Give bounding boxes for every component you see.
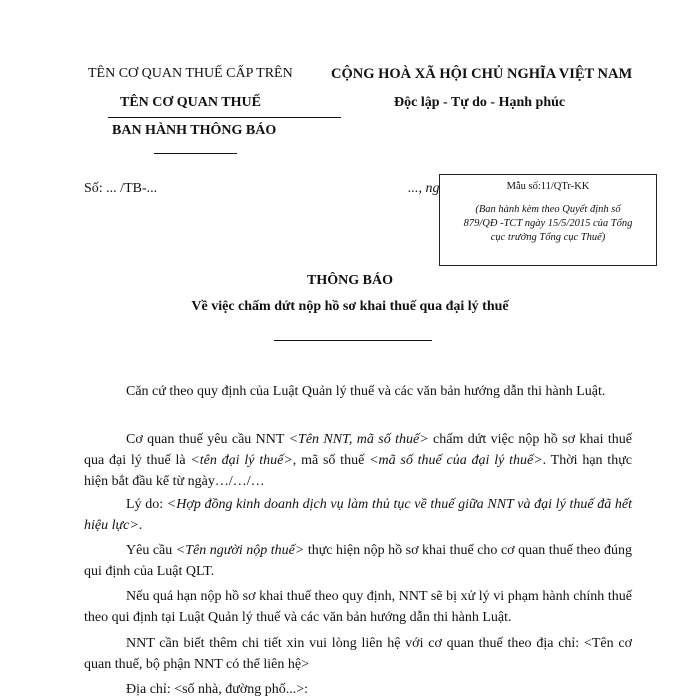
agent-name-placeholder: <tên đại lý thuế>: [190, 453, 293, 468]
reason-placeholder: <Hợp đồng kinh doanh dịch vụ làm thủ tục về thuế giữa NNT và đại lý thuế đã hết hiệu lực>: [84, 497, 632, 533]
p2-text-a: Cơ quan thuế yêu cầu NNT: [126, 432, 289, 447]
paragraph-penalty: Nếu quá hạn nộp hồ sơ khai thuế theo quy định, NNT sẽ bị xử lý vi phạm hành chính thuế theo qui định tại Luật Quản lý thuế và các văn bản hướng dẫn thi hành Luật.: [84, 589, 632, 625]
agency-underline: [108, 117, 341, 118]
form-code-box: [439, 174, 657, 266]
agency-name: TÊN CƠ QUAN THUẾ: [120, 95, 261, 110]
paragraph-reason: [84, 494, 632, 536]
form-code: Mẫu số:11/QTr-KK: [506, 181, 590, 192]
paragraph-requirement: [84, 540, 632, 582]
issuer-underline: [154, 153, 237, 154]
taxpayer-placeholder: <Tên NNT, mã số thuế>: [288, 432, 429, 447]
paragraph-legal-basis: Căn cứ theo quy định của Luật Quản lý thuế và các văn bản hướng dẫn thi hành Luật.: [126, 384, 606, 399]
agent-tax-code-placeholder: <mã số thuế của đại lý thuế>: [369, 453, 543, 468]
paragraph-request: [84, 429, 632, 492]
p4-text-c: thực hiện nộp hồ sơ khai thuế cho cơ quan thuế theo đúng qui định của Luật QLT.: [84, 543, 633, 579]
p3-text-a: Lý do:: [126, 497, 167, 512]
country-name: CỘNG HOÀ XÃ HỘI CHỦ NGHĨA VIỆT NAM: [331, 66, 633, 82]
document-number: Số: ... /TB-...: [84, 181, 158, 196]
document-title: THÔNG BÁO: [307, 273, 393, 288]
national-motto: Độc lập - Tự do - Hạnh phúc: [394, 95, 566, 110]
form-note-line3: cục trưởng Tổng cục Thuế): [490, 232, 606, 243]
p3-text-c: .: [138, 518, 143, 533]
document-date: ..., ng: [408, 181, 440, 196]
form-note-line1: (Ban hành kèm theo Quyết định số: [475, 204, 621, 215]
title-underline: [274, 340, 432, 341]
p2-text-c: chấm dứt việc nộp hồ sơ khai thuế qua đại lý thuế là: [84, 432, 632, 468]
p2-text-e: , mã số thuế: [292, 453, 370, 468]
parent-agency: TÊN CƠ QUAN THUẾ CẤP TRÊN: [88, 66, 293, 81]
form-note-line2: 879/QĐ -TCT ngày 15/5/2015 của Tổng: [463, 218, 633, 229]
issuer-name: BAN HÀNH THÔNG BÁO: [112, 123, 277, 138]
p2-text-g: . Thời hạn thực hiện bắt đầu kể từ ngày…/…/…: [84, 453, 633, 489]
document-subject: Về việc chấm dứt nộp hồ sơ khai thuế qua đại lý thuế: [191, 299, 509, 314]
paragraph-contact: NNT cần biết thêm chi tiết xin vui lòng liên hệ với cơ quan thuế theo địa chỉ: <Tên cơ quan thuế, bộ phận NNT có thể liên hệ>: [84, 636, 632, 672]
taxpayer-name-placeholder: <Tên người nộp thuế>: [175, 543, 305, 558]
p4-text-a: Yêu cầu: [126, 543, 176, 558]
paragraph-address: Địa chỉ: <số nhà, đường phố...>:: [126, 682, 309, 697]
